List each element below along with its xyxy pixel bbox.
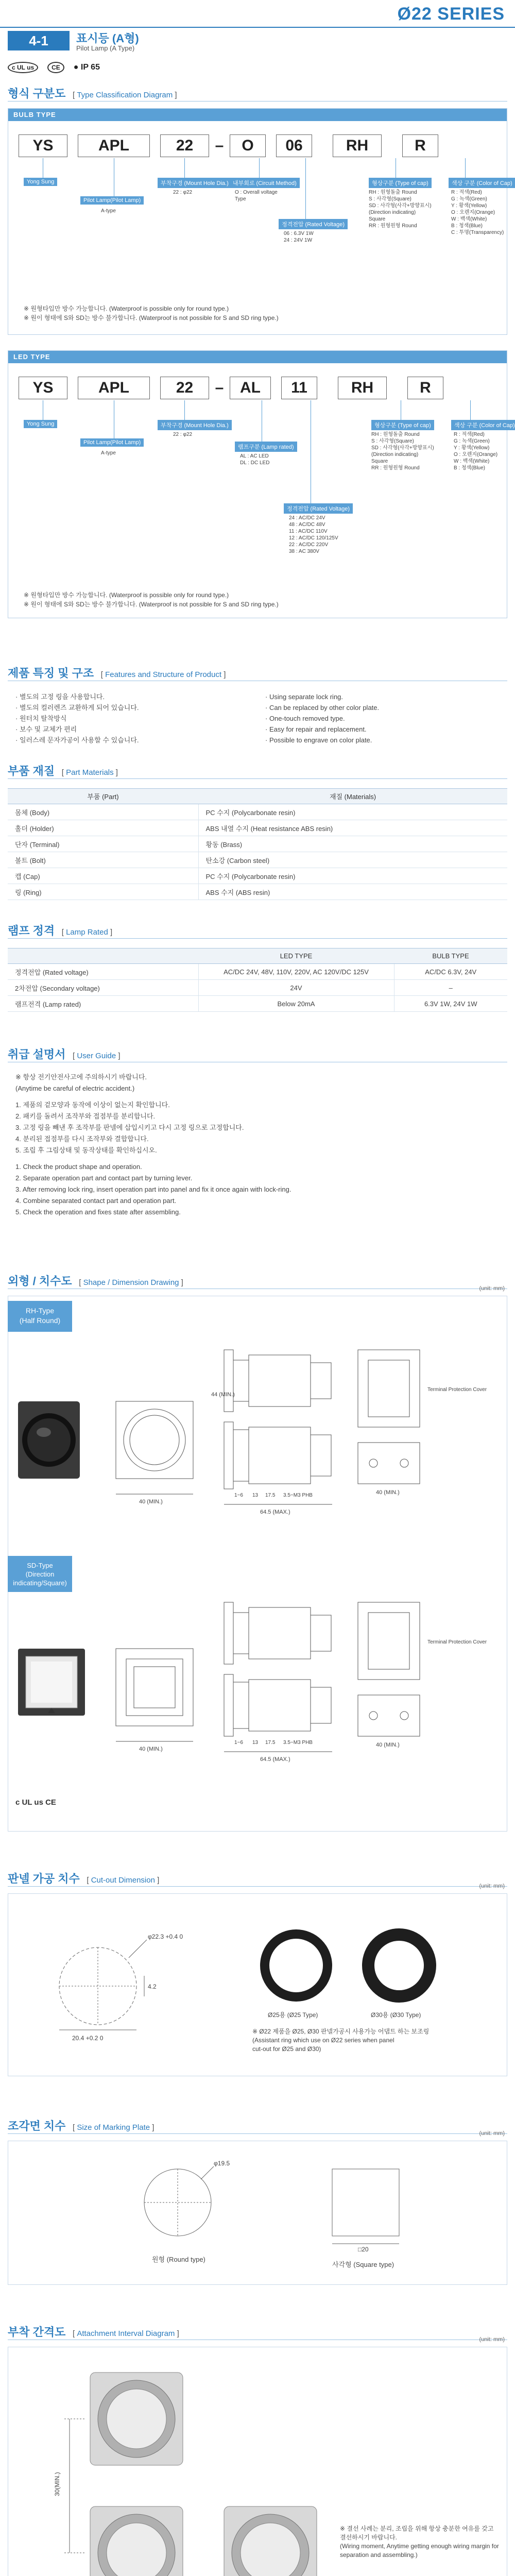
guide-warning-ko: ※ 항상 전기안전사고에 주의하시기 바랍니다. bbox=[15, 1073, 147, 1081]
led-note-1: ※ 원형타입만 방수 가능합니다. (Waterproof is possible only for round type.) bbox=[24, 591, 229, 599]
sd-dim-17: 17.5 bbox=[265, 1740, 276, 1745]
series-title: Ø22 SERIES bbox=[397, 4, 505, 24]
label-shape-sub: RH : 원형돌출 Round S : 사각형(Square) SD : 사각형(사각+방향표시) (Direction indicating) Square RR : 원형원형 Round bbox=[369, 190, 432, 229]
ring-25-label: Ø25용 (Ø25 Type) bbox=[268, 2011, 318, 2019]
materials-header-row bbox=[8, 789, 507, 804]
marking-heading bbox=[8, 2117, 507, 2134]
feature-ko-item: · 별도의 컬러렌즈 교환하게 되어 있습니다. bbox=[15, 704, 139, 711]
materials-heading-en: [ Part Materials ] bbox=[61, 768, 118, 777]
sd-dim-13: 13 bbox=[252, 1740, 259, 1745]
dimension-heading-en-text: Shape / Dimension Drawing bbox=[83, 1278, 179, 1287]
label-rated-sub: 24 : AC/DC 24V 48 : AC/DC 48V 11 : AC/DC 110V 12 : AC/DC 120/125V 22 : AC/DC 220V 38 : AC 380V bbox=[289, 515, 338, 554]
code-dash: – bbox=[215, 137, 224, 154]
label-rated-sub: 06 : 6.3V 1W 24 : 24V 1W bbox=[284, 231, 314, 243]
label-shape: 형상구분 (Type of cap) bbox=[369, 178, 432, 188]
ul-logo: c UL us bbox=[8, 62, 38, 73]
materials-table bbox=[8, 788, 507, 900]
label-pilot-sub: A-type bbox=[101, 208, 116, 214]
guide-step-ko: 3. 고정 링을 빼낸 후 조작부를 판넬에 삽입시키고 다시 고정 링으로 고정합니다. bbox=[15, 1124, 244, 1131]
certifications bbox=[8, 62, 100, 73]
guide-step-en: 2. Separate operation part and contact part by turning lever. bbox=[15, 1174, 193, 1182]
dimension-unit: (unit: mm) bbox=[479, 1285, 505, 1292]
features-heading bbox=[8, 665, 507, 681]
label-pilot: Pilot Lamp(Pilot Lamp) bbox=[80, 196, 144, 205]
materials-col-part: 부품 (Part) bbox=[8, 789, 198, 804]
guide-step-en: 4. Combine separated contact part and operation part. bbox=[15, 1197, 177, 1205]
rh-dim-thick: 1~6 bbox=[234, 1493, 243, 1498]
led-type-bar: LED TYPE bbox=[8, 351, 507, 363]
label-circuit: 내부회로 (Circuit Method) bbox=[230, 178, 300, 188]
guide-heading-en: [ User Guide ] bbox=[73, 1052, 121, 1060]
sd-dim-screw: 3.5~M3 PHB bbox=[283, 1740, 313, 1745]
guide-step-ko: 5. 조립 후 그림상태 및 동작상태를 확인하십시오. bbox=[15, 1146, 157, 1154]
code-dash: – bbox=[215, 379, 224, 396]
product-title: 표시등 (A형) bbox=[76, 32, 139, 45]
sd-dim-length: 64.5 (MAX.) bbox=[260, 1756, 290, 1762]
label-series: Yong Sung bbox=[24, 178, 57, 186]
features-heading-en: [ Features and Structure of Product ] bbox=[100, 670, 226, 679]
lamp-col-empty bbox=[8, 948, 198, 964]
label-lamp: 램프구분 (Lamp rated) bbox=[235, 442, 297, 452]
interval-lamp-bottom-right bbox=[224, 2506, 317, 2576]
marking-drawing bbox=[8, 2146, 507, 2280]
features-heading-ko: 제품 특징 및 구조 bbox=[8, 667, 94, 680]
classification-heading-ko: 형식 구분도 bbox=[8, 87, 66, 100]
feature-en-item: · Can be replaced by other color plate. bbox=[265, 704, 380, 711]
cell-part: 캡 (Cap) bbox=[8, 868, 198, 884]
cutout-heading-ko: 판넬 가공 치수 bbox=[8, 1872, 80, 1885]
ring-30 bbox=[362, 1928, 436, 2003]
features-ko-list bbox=[15, 691, 139, 745]
label-shape-sub: RH : 원형돌출 Round S : 사각형(Square) SD : 사각형(사각+방향표시) (Direction indicating) Square RR : 원형원형 Round bbox=[371, 432, 434, 471]
table-row bbox=[8, 804, 507, 820]
label-rated: 정격전압 (Rated Voltage) bbox=[284, 503, 353, 514]
code-box-color: R bbox=[402, 134, 438, 157]
cell-material: ABS 내열 수지 (Heat resistance ABS resin) bbox=[198, 820, 507, 836]
cutout-heading-en-text: Cut-out Dimension bbox=[91, 1876, 155, 1885]
cell-bulb: – bbox=[394, 980, 507, 996]
materials-heading-ko: 부품 재질 bbox=[8, 765, 55, 777]
label-color-sub: R : 적색(Red) G : 녹색(Green) Y : 황색(Yellow) O : 오렌지(Orange) W : 백색(White) B : 청색(Blue) C : 투명(Transparency) bbox=[451, 190, 504, 235]
dimension-heading bbox=[8, 1273, 507, 1289]
cutout-heading bbox=[8, 1870, 507, 1887]
code-box-pilot: APL bbox=[78, 134, 150, 157]
cell-led: AC/DC 24V, 48V, 110V, 220V, AC 120V/DC 125V bbox=[198, 964, 394, 980]
rh-dimension-drawing bbox=[8, 1340, 507, 1535]
marking-unit: (unit: mm) bbox=[479, 2130, 505, 2137]
rh-lamp-photo bbox=[18, 1401, 80, 1479]
cell-material: 탄소강 (Carbon steel) bbox=[198, 852, 507, 868]
code-box-lamp: AL bbox=[230, 377, 271, 399]
label-mount: 부착구경 (Mount Hole Dia.) bbox=[158, 178, 232, 188]
marking-round-label: 원형 (Round type) bbox=[152, 2256, 205, 2263]
cell-led: Below 20mA bbox=[198, 996, 394, 1012]
feature-en-item: · Easy for repair and replacement. bbox=[265, 725, 367, 733]
rh-side-view bbox=[224, 1350, 332, 1504]
bulb-note-2: ※ 원이 형태에 S와 SD는 방수 불가합니다. (Waterproof is not possible for S and SD ring type.) bbox=[24, 314, 279, 321]
label-mount-sub: 22 : φ22 bbox=[173, 190, 193, 195]
guide-step-ko: 4. 분리된 접점부를 다시 조작부와 결합합니다. bbox=[15, 1135, 149, 1143]
product-subtitle: Pilot Lamp (A Type) bbox=[76, 44, 135, 52]
header-divider bbox=[0, 27, 515, 28]
materials-heading-en-text: Part Materials bbox=[66, 768, 114, 777]
sd-type-tag: SD-Type (Direction indicating/Square) bbox=[8, 1556, 72, 1592]
sd-dim-thick: 1~6 bbox=[234, 1740, 243, 1745]
cutout-width: 20.4 +0.2 0 bbox=[72, 2035, 104, 2042]
table-row bbox=[8, 996, 507, 1012]
guide-step-ko: 1. 제품의 겉모양과 동작에 이상이 없는지 확인합니다. bbox=[15, 1101, 170, 1109]
code-box-color: R bbox=[407, 377, 443, 399]
lamp-header-row bbox=[8, 948, 507, 964]
features-en-list bbox=[265, 691, 379, 745]
ce-logo: CE bbox=[47, 62, 64, 73]
label-mount: 부착구경 (Mount Hole Dia.) bbox=[158, 420, 232, 430]
feature-ko-item: · 보수 및 교체가 편리 bbox=[15, 725, 77, 733]
ring-25 bbox=[260, 1929, 332, 2002]
lamp-table bbox=[8, 948, 507, 1012]
ip65-label: ● IP 65 bbox=[73, 63, 100, 72]
materials-heading bbox=[8, 762, 507, 779]
marking-heading-en: [ Size of Marking Plate ] bbox=[73, 2123, 154, 2132]
table-row bbox=[8, 852, 507, 868]
rh-terminal-cover: Terminal Protection Cover bbox=[427, 1387, 487, 1393]
cell-part: 단자 (Terminal) bbox=[8, 836, 198, 852]
marking-square-size: □20 bbox=[358, 2246, 369, 2253]
cell-item: 2차전압 (Secondary voltage) bbox=[8, 980, 198, 996]
interval-note: ※ 결선 사례는 분리, 조립을 위해 항상 충분한 여유를 갖고 결선하시기 바랍니다. (Wiring moment, Anytime getting enough wiring margin for separation and assembling.) bbox=[340, 2525, 499, 2558]
code-box-mount: 22 bbox=[160, 377, 209, 399]
cell-material: 황동 (Brass) bbox=[198, 836, 507, 852]
guide-step-en: 5. Check the operation and fixes state after assembling. bbox=[15, 1208, 181, 1216]
code-box-voltage: 11 bbox=[281, 377, 317, 399]
cell-part: 홀더 (Holder) bbox=[8, 820, 198, 836]
label-circuit-sub: O : Overall voltage Type bbox=[235, 190, 278, 202]
table-row bbox=[8, 964, 507, 980]
rh-front-view bbox=[116, 1401, 193, 1494]
interval-heading-en-text: Attachment Interval Diagram bbox=[77, 2329, 175, 2338]
feature-ko-item: · 별도의 고정 링을 사용합니다. bbox=[15, 693, 105, 701]
features-heading-en-text: Features and Structure of Product bbox=[105, 670, 222, 679]
code-box-mount: 22 bbox=[160, 134, 209, 157]
label-lamp-sub: AL : AC LED DL : DC LED bbox=[240, 453, 270, 466]
guide-step-ko: 2. 패키를 돌려서 조작부와 접점부를 분리합니다. bbox=[15, 1112, 156, 1120]
label-color: 색상 구분 (Color of Cap) bbox=[449, 178, 515, 188]
guide-step-en: 3. After removing lock ring, insert operation part into panel and fix it once again with lock-ring. bbox=[15, 1185, 291, 1193]
sd-terminal-cover: Terminal Protection Cover bbox=[427, 1639, 487, 1645]
table-row bbox=[8, 980, 507, 996]
interval-heading-en: [ Attachment Interval Diagram ] bbox=[73, 2329, 179, 2338]
marking-round-dia: φ19.5 bbox=[214, 2160, 230, 2167]
code-box-circuit: O bbox=[230, 134, 266, 157]
code-box-series: YS bbox=[19, 377, 67, 399]
feature-en-item: · Possible to engrave on color plate. bbox=[265, 736, 372, 744]
ring-30-label: Ø30용 (Ø30 Type) bbox=[371, 2011, 421, 2019]
code-box-shape: RH bbox=[338, 377, 387, 399]
cell-item: 램프전격 (Lamp rated) bbox=[8, 996, 198, 1012]
table-row bbox=[8, 820, 507, 836]
lamp-heading bbox=[8, 922, 507, 939]
interval-lamp-bottom-left bbox=[90, 2506, 183, 2576]
rh-rear-view bbox=[358, 1350, 420, 1484]
classification-heading bbox=[8, 85, 507, 101]
sd-dimension-drawing bbox=[8, 1597, 507, 1783]
code-box-voltage: 06 bbox=[276, 134, 312, 157]
marking-square-label: 사각형 (Square type) bbox=[332, 2261, 394, 2268]
bulb-type-bar: BULB TYPE bbox=[8, 109, 507, 121]
cutout-note: ※ Ø22 제품을 Ø25, Ø30 판넬가공시 사용가능 어댑트 하는 보조링 (Assistant ring which use on Ø22 series when panel cut-out for Ø25 and Ø30) bbox=[252, 2028, 430, 2053]
sd-dim-rear: 40 (MIN.) bbox=[376, 1742, 400, 1748]
cutout-dia: φ22.3 +0.4 0 bbox=[148, 1933, 183, 1940]
cell-material: ABS 수지 (ABS resin) bbox=[198, 884, 507, 900]
dimension-heading-ko: 외형 / 치수도 bbox=[8, 1275, 72, 1287]
interval-lamp-top bbox=[90, 2372, 183, 2465]
guide-heading-ko: 취급 설명서 bbox=[8, 1048, 66, 1061]
marking-heading-en-text: Size of Marking Plate bbox=[77, 2123, 150, 2132]
cutout-unit: (unit: mm) bbox=[479, 1883, 505, 1889]
led-code-row bbox=[19, 377, 443, 399]
led-type-box bbox=[8, 350, 515, 618]
bulb-type-box bbox=[8, 108, 512, 335]
sd-rear-view bbox=[358, 1602, 420, 1736]
cell-led: 24V bbox=[198, 980, 394, 996]
lamp-heading-ko: 램프 정격 bbox=[8, 924, 55, 937]
feature-en-item: · One-touch removed type. bbox=[265, 715, 345, 722]
guide-heading bbox=[8, 1046, 507, 1062]
interval-unit: (unit: mm) bbox=[479, 2336, 505, 2343]
label-shape: 형상구분 (Type of cap) bbox=[371, 420, 434, 430]
rh-dim-13: 13 bbox=[252, 1493, 259, 1498]
cutout-key: 4.2 bbox=[148, 1983, 157, 1990]
dimension-cert: c UL us CE bbox=[15, 1798, 56, 1807]
sd-lamp-photo bbox=[18, 1649, 85, 1716]
interval-vertical: 30(MIN.) bbox=[54, 2472, 61, 2496]
rh-dim-screw: 3.5~M3 PHB bbox=[283, 1493, 313, 1498]
cell-part: 볼트 (Bolt) bbox=[8, 852, 198, 868]
label-rated: 정격전압 (Rated Voltage) bbox=[279, 219, 348, 229]
bulb-code-row bbox=[19, 134, 438, 157]
cell-item: 정격전압 (Rated voltage) bbox=[8, 964, 198, 980]
feature-en-item: · Using separate lock ring. bbox=[265, 693, 344, 701]
label-pilot-sub: A-type bbox=[101, 450, 116, 456]
lamp-heading-en: [ Lamp Rated ] bbox=[61, 928, 113, 937]
table-row bbox=[8, 868, 507, 884]
label-series: Yong Sung bbox=[24, 420, 57, 428]
lamp-col-led: LED TYPE bbox=[198, 948, 394, 964]
label-pilot: Pilot Lamp(Pilot Lamp) bbox=[80, 438, 144, 447]
cutout-heading-en: [ Cut-out Dimension ] bbox=[87, 1876, 160, 1885]
lamp-col-bulb: BULB TYPE bbox=[394, 948, 507, 964]
label-color: 색상 구분 (Color of Cap) bbox=[451, 420, 515, 430]
classification-heading-en-text: Type Classification Diagram bbox=[77, 91, 173, 99]
rh-dim-front: 40 (MIN.) bbox=[139, 1499, 163, 1505]
rh-dim-length: 64.5 (MAX.) bbox=[260, 1509, 290, 1515]
classification-heading-en: [ Type Classification Diagram ] bbox=[73, 91, 177, 99]
marking-heading-ko: 조각면 치수 bbox=[8, 2120, 66, 2132]
interval-heading bbox=[8, 2324, 507, 2340]
guide-block bbox=[15, 1072, 291, 1218]
feature-ko-item: · 일러스레 문자가공이 사용할 수 있습니다. bbox=[15, 736, 139, 744]
guide-step-en: 1. Check the product shape and operation. bbox=[15, 1163, 142, 1171]
marking-square bbox=[332, 2169, 399, 2244]
table-row bbox=[8, 836, 507, 852]
cell-part: 링 (Ring) bbox=[8, 884, 198, 900]
cell-material: PC 수지 (Polycarbonate resin) bbox=[198, 868, 507, 884]
cell-bulb: AC/DC 6.3V, 24V bbox=[394, 964, 507, 980]
guide-heading-en-text: User Guide bbox=[77, 1052, 116, 1060]
lamp-heading-en-text: Lamp Rated bbox=[66, 928, 108, 937]
marking-round bbox=[144, 2166, 214, 2236]
dimension-heading-en: [ Shape / Dimension Drawing ] bbox=[79, 1278, 183, 1287]
code-box-series: YS bbox=[19, 134, 67, 157]
cell-part: 몸체 (Body) bbox=[8, 804, 198, 820]
sd-side-view bbox=[224, 1602, 332, 1752]
cell-material: PC 수지 (Polycarbonate resin) bbox=[198, 804, 507, 820]
sd-dim-front: 40 (MIN.) bbox=[139, 1746, 163, 1752]
rh-dim-rear: 40 (MIN.) bbox=[376, 1489, 400, 1496]
rh-type-tag: RH-Type (Half Round) bbox=[8, 1301, 72, 1332]
guide-warning-en: (Anytime be careful of electric accident.) bbox=[15, 1084, 135, 1092]
section-number: 4-1 bbox=[8, 31, 70, 50]
interval-heading-ko: 부착 간격도 bbox=[8, 2326, 66, 2338]
cell-bulb: 6.3V 1W, 24V 1W bbox=[394, 996, 507, 1012]
rh-dim-side: 44 (MIN.) bbox=[211, 1392, 235, 1398]
table-row bbox=[8, 884, 507, 900]
sd-front-view bbox=[116, 1649, 193, 1741]
label-color-sub: R : 적색(Red) G : 녹색(Green) Y : 황색(Yellow) O : 오렌지(Orange) W : 백색(White) B : 청색(Blue) bbox=[454, 432, 498, 471]
bulb-note-1: ※ 원형타입만 방수 가능합니다. (Waterproof is possible only for round type.) bbox=[24, 305, 229, 312]
led-note-2: ※ 원이 형태에 S와 SD는 방수 불가합니다. (Waterproof is not possible for S and SD ring type.) bbox=[24, 601, 279, 608]
label-mount-sub: 22 : φ22 bbox=[173, 432, 193, 437]
materials-col-mat: 재질 (Materials) bbox=[198, 789, 507, 804]
cutout-hole bbox=[59, 1940, 147, 2030]
feature-ko-item: · 원터치 탈착방식 bbox=[15, 715, 67, 722]
code-box-pilot: APL bbox=[78, 377, 150, 399]
rh-dim-17: 17.5 bbox=[265, 1493, 276, 1498]
code-box-shape: RH bbox=[333, 134, 382, 157]
